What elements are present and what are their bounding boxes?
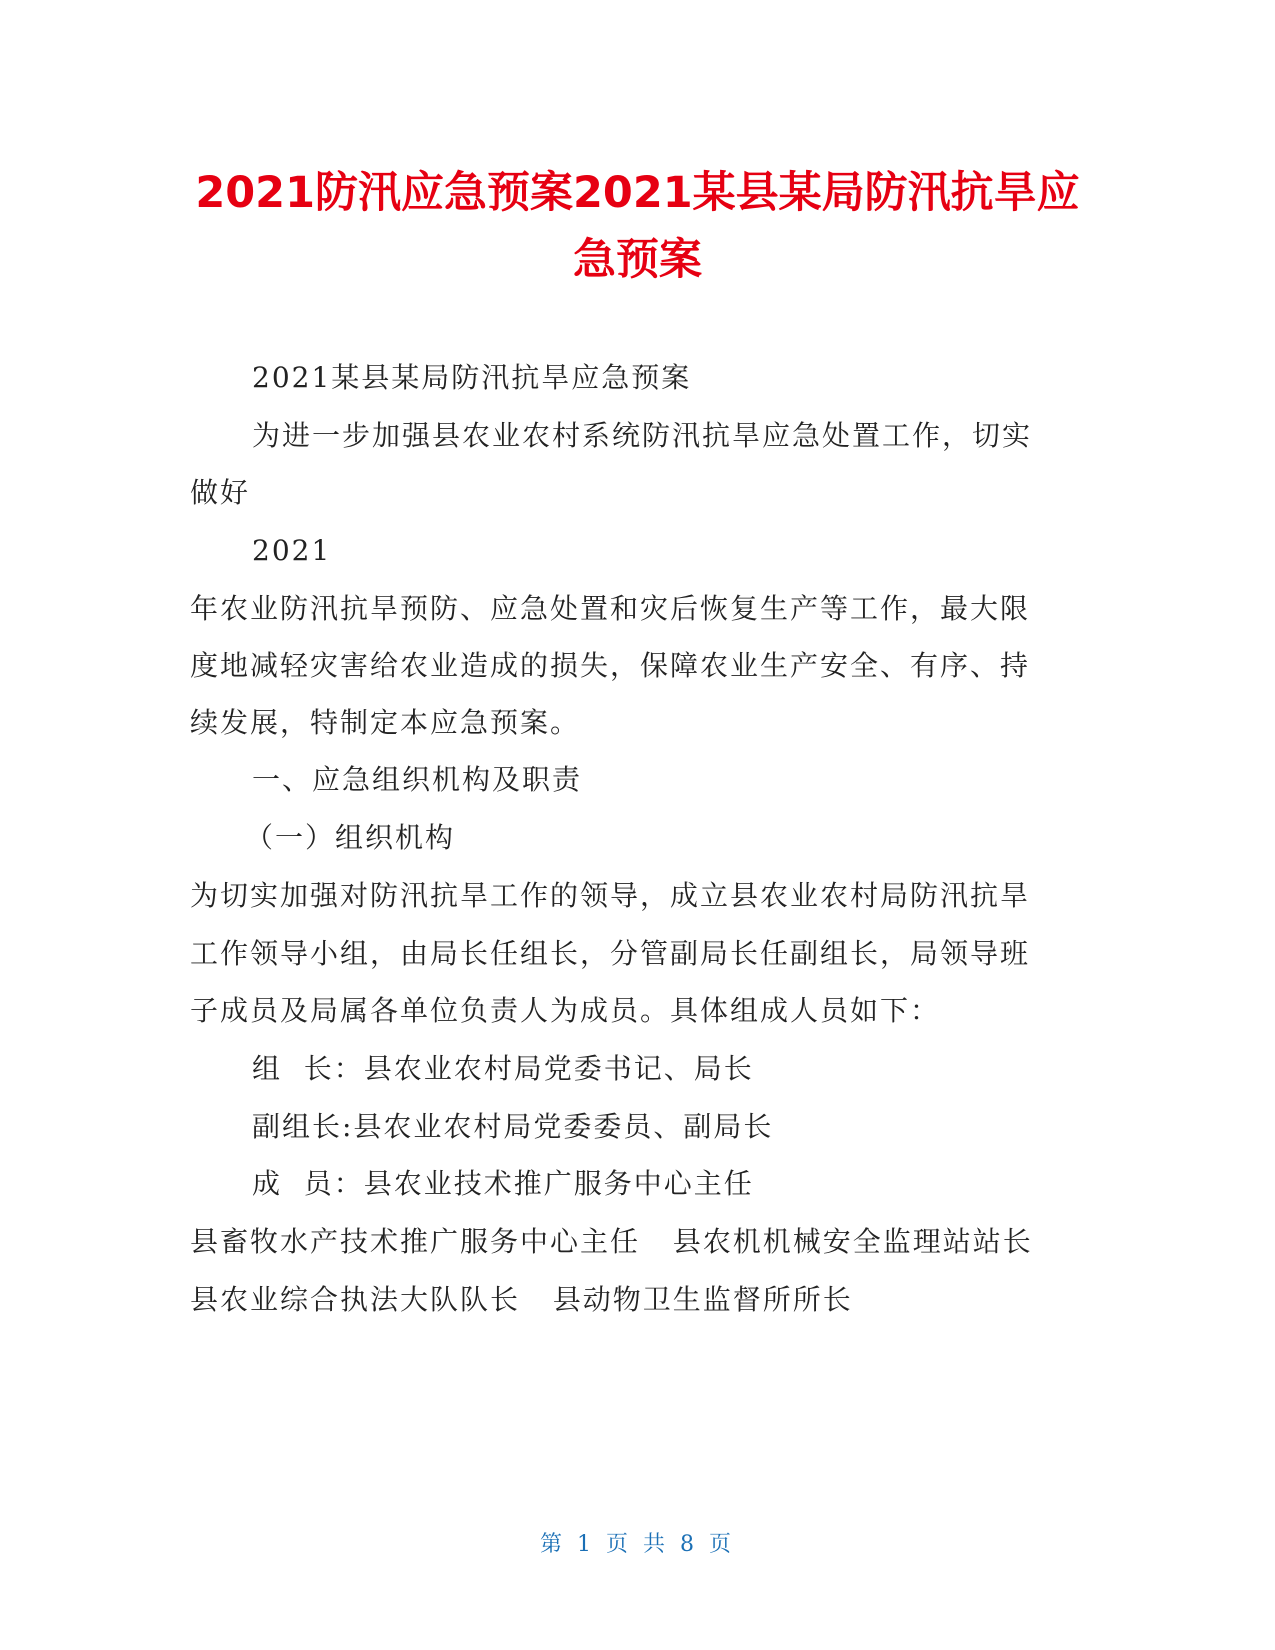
page-number-footer: 第 1 页 共 8 页 (540, 1532, 735, 1557)
body-line-5: 年农业防汛抗旱预防、应急处置和灾后恢复生产等工作，最大限 (190, 592, 1031, 625)
member-list-line-1: 县畜牧水产技术推广服务中心主任 县农机机械安全监理站站长 (190, 1225, 1033, 1258)
member-members: 成 员：县农业技术推广服务中心主任 (252, 1167, 754, 1200)
body-line-12: 子成员及局属各单位负责人为成员。具体组成人员如下： (190, 994, 941, 1027)
body-line-4: 2021 (252, 534, 332, 567)
subsection-heading-1: （一）组织机构 (245, 821, 456, 854)
body-line-7: 续发展，特制定本应急预案。 (190, 706, 581, 739)
body-line-11: 工作领导小组，由局长任组长，分管副局长任副组长，局领导班 (190, 937, 1031, 970)
member-list-line-2: 县农业综合执法大队队长 县动物卫生监督所所长 (190, 1283, 853, 1316)
member-leader: 组 长：县农业农村局党委书记、局长 (252, 1052, 754, 1085)
body-line-3: 做好 (190, 476, 251, 509)
member-deputy-leader: 副组长:县农业农村局党委委员、副局长 (252, 1110, 774, 1143)
document-title-line-2: 急预案 (573, 235, 702, 285)
section-heading-1: 一、应急组织机构及职责 (252, 763, 583, 796)
body-line-2: 为进一步加强县农业农村系统防汛抗旱应急处置工作，切实 (252, 419, 1033, 452)
body-line-6: 度地减轻灾害给农业造成的损失，保障农业生产安全、有序、持 (190, 649, 1031, 682)
document-title-line-1: 2021防汛应急预案2021某县某局防汛抗旱应 (195, 168, 1080, 218)
body-line-10: 为切实加强对防汛抗旱工作的领导，成立县农业农村局防汛抗旱 (190, 879, 1031, 912)
body-line-1: 2021某县某局防汛抗旱应急预案 (252, 361, 692, 394)
